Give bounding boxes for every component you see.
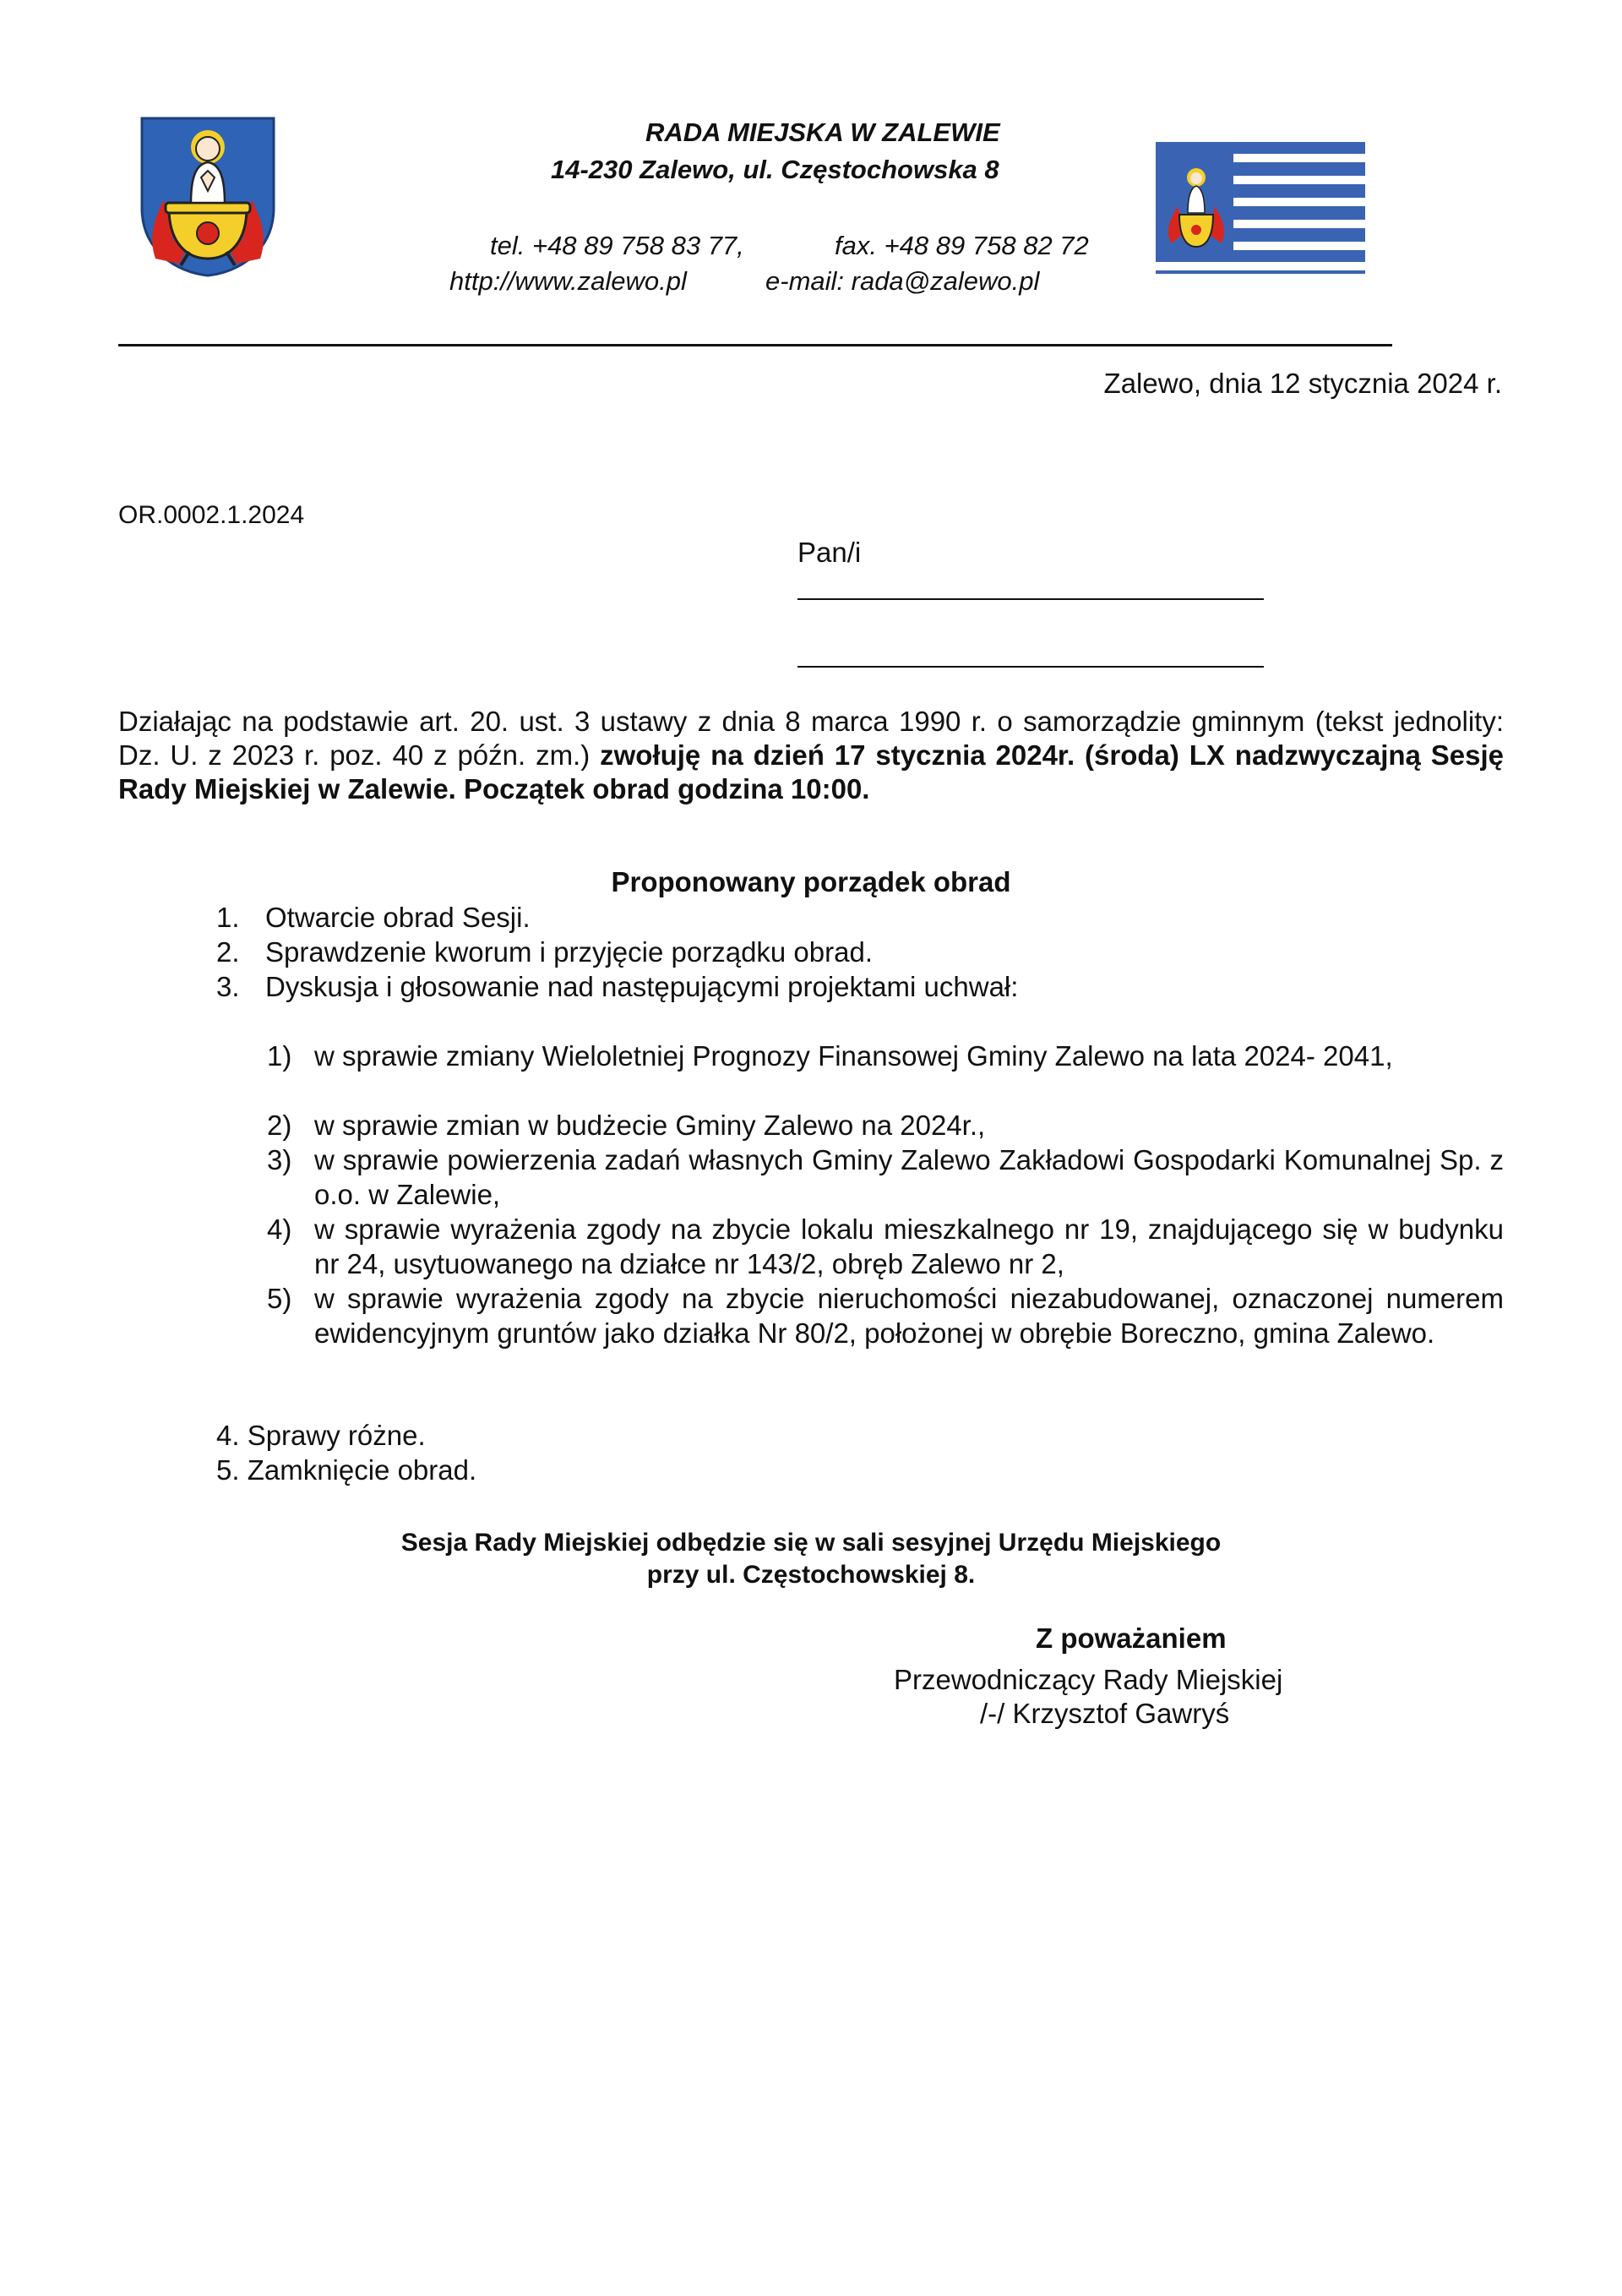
agenda-title: Proponowany porządek obrad [611, 866, 1011, 897]
agenda-item-number: 3. [216, 971, 240, 1002]
resolution-number: 3) [267, 1144, 292, 1175]
resolution-number: 4) [267, 1213, 292, 1245]
date-line: Zalewo, dnia 12 stycznia 2024 r. [1103, 368, 1502, 399]
agenda-item-4: 4. Sprawy różne. [216, 1420, 426, 1451]
council-address: 14-230 Zalewo, ul. Częstochowska 8 [551, 155, 999, 184]
agenda-item-number: 2. [216, 936, 240, 968]
resolution-number: 5) [267, 1283, 292, 1314]
addressee-line-2 [797, 666, 1264, 668]
agenda-item-text: Sprawdzenie kworum i przyjęcie porządku obrad. [265, 936, 874, 968]
resolution-item-2 [267, 1108, 1504, 1143]
reference-number: OR.0002.1.2024 [118, 501, 305, 529]
fax-number: fax. +48 89 758 82 72 [835, 231, 1089, 260]
resolution-text: w sprawie wyrażenia zgody na zbycie nieruchomości niezabudowanej, oznaczonej numerem ewidencyjnym gruntów jako działka Nr 80/2, położonej w obrębie Boreczno, gmina Zalewo. [314, 1283, 1504, 1349]
signatory-title: Przewodniczący Rady Miejskiej [894, 1664, 1283, 1695]
header-divider [118, 344, 1392, 346]
agenda-item-text: Otwarcie obrad Sesji. [265, 902, 531, 933]
email-link[interactable]: e-mail: rada@zalewo.pl [765, 266, 1040, 296]
coat-of-arms-icon [139, 115, 277, 277]
resolution-number: 2) [267, 1110, 292, 1141]
resolution-text: w sprawie zmian w budżecie Gminy Zalewo na 2024r., [314, 1110, 986, 1141]
resolution-text: w sprawie zmiany Wieloletniej Prognozy Finansowej Gminy Zalewo na lata 2024- 2041, [314, 1040, 1393, 1072]
resolution-number: 1) [267, 1040, 292, 1072]
resolution-item-1 [267, 1039, 1504, 1108]
zalewo-flag-icon [1156, 142, 1365, 274]
addressee-line-1 [797, 598, 1264, 600]
venue-line-1: Sesja Rady Miejskiej odbędzie się w sali sesyjnej Urzędu Miejskiego [400, 1529, 1222, 1557]
signatory-name: /-/ Krzysztof Gawryś [980, 1698, 1230, 1729]
resolution-item-3 [267, 1143, 1504, 1212]
intro-convocation: zwołuję na dzień 17 stycznia 2024r. (środa) LX nadzwyczajną Sesję Rady Miejskiej w Zalewie. Początek obrad godzina 10:00. [118, 739, 1504, 804]
phone-number: tel. +48 89 758 83 77, [490, 231, 744, 260]
resolution-item-5 [267, 1281, 1504, 1385]
intro-paragraph [118, 705, 1504, 806]
agenda-item-text: Dyskusja i głosowanie nad następującymi projektami uchwał: [265, 971, 1019, 1002]
agenda-item-5: 5. Zamknięcie obrad. [216, 1454, 477, 1486]
council-name: RADA MIEJSKA W ZALEWIE [645, 117, 1000, 147]
agenda-item-number: 1. [216, 902, 240, 933]
addressee-label: Pan/i [797, 537, 862, 568]
resolution-item-4 [267, 1212, 1504, 1281]
website-link[interactable]: http://www.zalewo.pl [449, 266, 687, 296]
venue-line-2: przy ul. Częstochowskiej 8. [646, 1561, 976, 1589]
resolution-text: w sprawie wyrażenia zgody na zbycie lokalu mieszkalnego nr 19, znajdującego się w budynku nr 24, usytuowanego na działce nr 143/2, obręb Zalewo nr 2, [314, 1213, 1504, 1279]
closing-greeting: Z poważaniem [1036, 1622, 1227, 1654]
resolution-text: w sprawie powierzenia zadań własnych Gminy Zalewo Zakładowi Gospodarki Komunalnej Sp. z o.o. w Zalewie, [314, 1144, 1504, 1210]
intro-text: Działając na podstawie art. 20. ust. 3 ustawy z dnia 8 marca 1990 r. o samorządzie gminnym (tekst jednolity: Dz. U. z 2023 r. poz. 40 z późn. zm.) [118, 706, 1504, 771]
